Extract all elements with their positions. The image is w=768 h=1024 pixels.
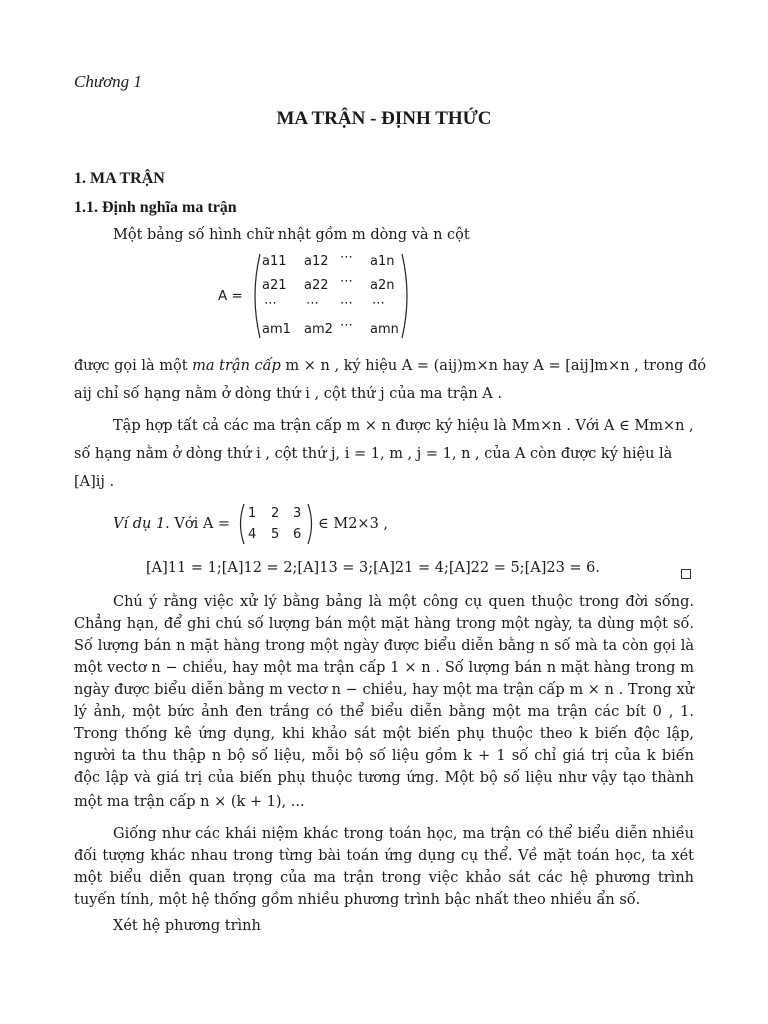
matrix-cell: ⋯ bbox=[264, 296, 277, 311]
paragraph-line: độc lập và giá trị của biến phụ thuộc tương ứng. Một bộ số liệu như vậy tạo thành bbox=[74, 770, 694, 786]
paragraph-line: Chẳng hạn, để ghi chú số lượng bán một mặt hàng trong một ngày, ta dùng một số. bbox=[74, 616, 694, 632]
intro-text: Một bảng số hình chữ nhật gồm m dòng và n cột bbox=[113, 227, 470, 243]
matrix-cell: am2 bbox=[304, 322, 333, 337]
paragraph-line: một ma trận cấp n × (k + 1), ... bbox=[74, 794, 305, 810]
subsection-heading: 1.1. Định nghĩa ma trận bbox=[74, 199, 237, 216]
matrix-cell: ⋯ bbox=[340, 318, 353, 333]
matrix-cell: 6 bbox=[293, 527, 302, 542]
paragraph-line: một vectơ n − chiều, hay một ma trận cấp 1 × n . Số lượng bán n mặt hàng trong m bbox=[74, 660, 694, 676]
matrix-cell: 3 bbox=[293, 506, 302, 521]
matrix-cell: 1 bbox=[248, 506, 257, 521]
matrix-cell: ⋯ bbox=[372, 296, 385, 311]
paragraph-line: Số lượng bán n mặt hàng trong một ngày được biểu diễn bằng n số mà ta còn gọi là bbox=[74, 638, 694, 654]
example-set: ∈ M2×3 , bbox=[318, 516, 389, 532]
example-label: Ví dụ 1. bbox=[113, 516, 170, 532]
set-definition-line: số hạng nằm ở dòng thứ i , cột thứ j, i = 1, m , j = 1, n , của A còn được ký hiệu là bbox=[74, 446, 673, 462]
paragraph-line: ngày được biểu diễn bằng m vectơ n − chiều, hay một ma trận cấp m × n . Trong xử bbox=[74, 682, 694, 698]
example-matrix bbox=[238, 502, 314, 546]
matrix-cell: 5 bbox=[271, 527, 280, 542]
matrix-cell: a22 bbox=[304, 278, 329, 293]
chapter-title: MA TRẬN - ĐỊNH THỨC bbox=[276, 108, 492, 129]
matrix-a bbox=[252, 250, 442, 342]
qed-symbol bbox=[681, 569, 691, 579]
chapter-label: Chương 1 bbox=[74, 72, 142, 91]
paragraph-line: Giống như các khái niệm khác trong toán học, ma trận có thể biểu diễn nhiều bbox=[113, 826, 694, 842]
paragraph-line: Chú ý rằng việc xử lý bằng bảng là một công cụ quen thuộc trong đời sống. bbox=[113, 594, 694, 610]
definition-line: aij chỉ số hạng nằm ở dòng thứ i , cột thứ j của ma trận A . bbox=[74, 386, 502, 402]
example-values: [A]11 = 1;[A]12 = 2;[A]13 = 3;[A]21 = 4;[A]22 = 5;[A]23 = 6. bbox=[146, 560, 601, 576]
paragraph-line: lý ảnh, một bức ảnh đen trắng có thể biểu diễn bằng một ma trận các bít 0 , 1. bbox=[74, 704, 694, 720]
matrix-cell: 4 bbox=[248, 527, 257, 542]
definition-line bbox=[74, 358, 706, 374]
paragraph-line: đối tượng khác nhau trong từng bài toán ứng dụng cụ thể. Về mặt toán học, ta xét bbox=[74, 848, 694, 864]
text-run: được gọi là một bbox=[74, 358, 193, 374]
paragraph-line: Trong thống kê ứng dụng, khi khảo sát một biến phụ thuộc theo k biến độc lập, bbox=[74, 726, 694, 742]
text-run: m × n , ký hiệu A = (aij)m×n hay A = [aij]m×n , trong đó bbox=[280, 358, 707, 374]
example-line bbox=[113, 516, 230, 532]
matrix-label: A = bbox=[218, 288, 243, 304]
matrix-cell: ⋯ bbox=[340, 250, 353, 265]
matrix-cell: ⋯ bbox=[340, 274, 353, 289]
matrix-cell: a1n bbox=[370, 254, 395, 269]
paragraph-line: tuyến tính, một hệ thống gồm nhiều phương trình bậc nhất theo nhiều ẩn số. bbox=[74, 892, 641, 908]
section-heading: 1. MA TRẬN bbox=[74, 170, 165, 187]
matrix-cell: 2 bbox=[271, 506, 280, 521]
matrix-cell: a21 bbox=[262, 278, 287, 293]
matrix-cell: amn bbox=[370, 322, 399, 337]
matrix-cell: ⋯ bbox=[306, 296, 319, 311]
emphasis-text: ma trận cấp bbox=[192, 358, 281, 374]
matrix-cell: ⋯ bbox=[340, 296, 353, 311]
matrix-cell: a12 bbox=[304, 254, 329, 269]
paragraph-line: Xét hệ phương trình bbox=[113, 918, 261, 934]
set-definition-line: [A]ij . bbox=[74, 474, 115, 490]
set-definition-line: Tập hợp tất cả các ma trận cấp m × n được ký hiệu là Mm×n . Với A ∈ Mm×n , bbox=[113, 418, 694, 434]
paragraph-line: một biểu diễn quan trọng của ma trận trong việc khảo sát các hệ phương trình bbox=[74, 870, 694, 886]
matrix-cell: am1 bbox=[262, 322, 291, 337]
matrix-cell: a11 bbox=[262, 254, 287, 269]
text-run: Với A = bbox=[169, 516, 231, 532]
matrix-cell: a2n bbox=[370, 278, 395, 293]
paragraph-line: người ta thu thập n bộ số liệu, mỗi bộ số liệu gồm k + 1 số chỉ giá trị của k biến bbox=[74, 748, 694, 764]
